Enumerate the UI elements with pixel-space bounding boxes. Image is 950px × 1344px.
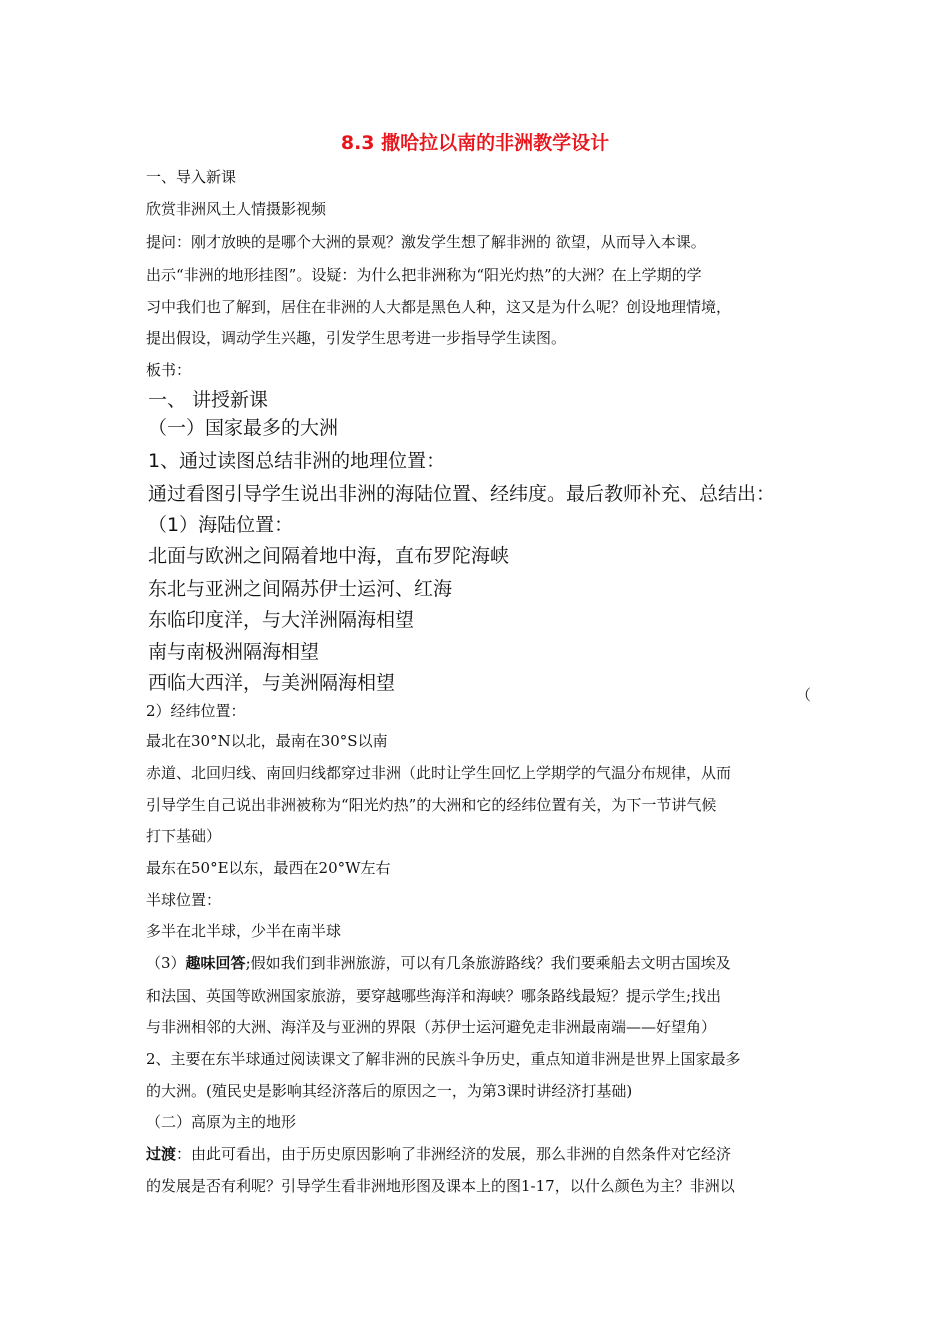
- board-heading: 一、 讲授新课: [148, 389, 269, 411]
- paragraph-line: 最北在30°N以北，最南在30°S以南: [146, 732, 388, 750]
- stray-parenthesis: （: [796, 686, 812, 704]
- board-line: 1、通过读图总结非洲的地理位置：: [148, 450, 446, 472]
- paragraph-line: 出示“非洲的地形挂图”。设疑：为什么把非洲称为“阳光灼热”的大洲？在上学期的学: [146, 266, 702, 284]
- item-text: ;假如我们到非洲旅游，可以有几条旅游路线？我们要乘船去文明古国埃及: [245, 954, 731, 972]
- paragraph-line: [146, 1143, 731, 1164]
- paragraph-line: 多半在北半球，少半在南半球: [146, 922, 342, 940]
- bold-term: 过渡: [146, 1145, 177, 1163]
- paragraph-line: 赤道、北回归线、南回归线都穿过非洲（此时让学生回忆上学期学的气温分布规律，从而: [146, 764, 732, 782]
- board-subheading: （一）国家最多的大洲: [148, 417, 339, 439]
- paragraph-line: 2、主要在东半球通过阅读课文了解非洲的民族斗争历史，重点知道非洲是世界上国家最多: [146, 1050, 741, 1068]
- board-line: （1）海陆位置：: [148, 514, 294, 536]
- document-title: 8.3 撒哈拉以南的非洲教学设计: [340, 132, 610, 154]
- paragraph-line: 最东在50°E以东，最西在20°W左右: [146, 859, 391, 877]
- paragraph-line: 的大洲。(殖民史是影响其经济落后的原因之一，为第3课时讲经济打基础): [146, 1082, 633, 1100]
- board-line: 西临大西洋，与美洲隔海相望: [148, 672, 396, 694]
- board-label: 板书：: [146, 361, 192, 379]
- paragraph-line: [146, 952, 731, 973]
- paragraph-line: 的发展是否有利呢？引导学生看非洲地形图及课本上的图1-17，以什么颜色为主？非洲以: [146, 1177, 735, 1195]
- paragraph-line: 提问：刚才放映的是哪个大洲的景观？激发学生想了解非洲的 欲望，从而导入本课。: [146, 233, 706, 251]
- paragraph-line: 与非洲相邻的大洲、海洋及与亚洲的界限（苏伊士运河避免走非洲最南端——好望角）: [146, 1018, 717, 1036]
- board-line: 北面与欧洲之间隔着地中海，直布罗陀海峡: [148, 545, 510, 567]
- bold-term: 趣味回答: [185, 954, 246, 972]
- board-line: 东北与亚洲之间隔苏伊士运河、红海: [148, 578, 453, 600]
- board-line: 通过看图引导学生说出非洲的海陆位置、经纬度。最后教师补充、总结出：: [148, 483, 776, 505]
- item-number: （3）: [146, 954, 186, 972]
- section-heading-import: 一、导入新课: [146, 168, 237, 186]
- paragraph-line: 打下基础）: [146, 827, 222, 845]
- paragraph-line: 习中我们也了解到，居住在非洲的人大都是黑色人种，这又是为什么呢？创设地理情境，: [146, 298, 732, 316]
- item-text: ：由此可看出，由于历史原因影响了非洲经济的发展，那么非洲的自然条件对它经济: [176, 1145, 732, 1163]
- paragraph-line: 提出假设，调动学生兴趣，引发学生思考进一步指导学生读图。: [146, 329, 567, 347]
- paragraph-line: 和法国、英国等欧洲国家旅游，要穿越哪些海洋和海峡？哪条路线最短？提示学生;找出: [146, 987, 722, 1005]
- board-line: 南与南极洲隔海相望: [148, 641, 320, 663]
- board-line: 东临印度洋，与大洋洲隔海相望: [148, 609, 415, 631]
- paragraph-line: 引导学生自己说出非洲被称为“阳光灼热”的大洲和它的经纬位置有关，为下一节讲气候: [146, 796, 717, 814]
- paragraph-line: 半球位置：: [146, 891, 222, 909]
- paragraph-line: 2）经纬位置：: [146, 702, 246, 720]
- paragraph-line: 欣赏非洲风土人情摄影视频: [146, 200, 327, 218]
- section-heading-terrain: （二）高原为主的地形: [146, 1113, 297, 1131]
